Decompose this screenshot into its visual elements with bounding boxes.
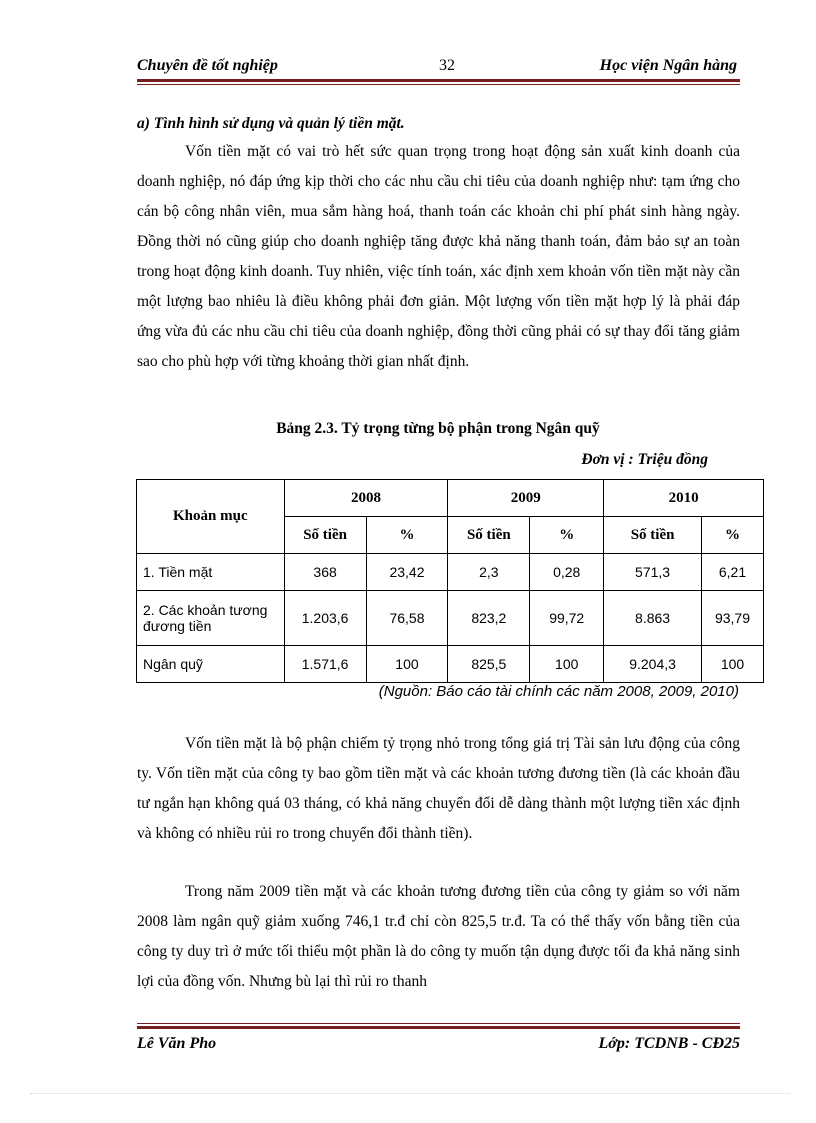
paragraph-1: Vốn tiền mặt có vai trò hết sức quan trọng trong hoạt động sản xuất kinh doanh của doanh nghiệp, nó đáp ứng kịp thời cho các nhu cầu chi tiêu của doanh nghiệp như: tạm ứng cho cán bộ công nhân viên, mua sắm hàng hoá, thanh toán các khoản chi phí phát sinh hàng ngày. Đồng thời nó cũng giúp cho doanh nghiệp tăng được khả năng thanh toán, đảm bảo sự an toàn trong hoạt động kinh doanh. Tuy nhiên, việc tính toán, xác định xem khoản vốn tiền mặt này cần một lượng bao nhiêu là điều không phải đơn giản. Một lượng vốn tiền mặt hợp lý là phải đáp ứng vừa đủ các nhu cầu chi tiêu của doanh nghiệp, đồng thời cũng phải có sự thay đổi tăng giảm sao cho phù hợp với từng khoảng thời gian nhất định. (137, 143, 740, 370)
header-left-title: Chuyên đề tốt nghiệp (137, 57, 278, 74)
page-number: 32 (439, 57, 455, 74)
paragraph-3: Trong năm 2009 tiền mặt và các khoản tương đương tiền của công ty giảm so với năm 2008 làm ngân quỹ giảm xuống 746,1 tr.đ chỉ còn 825,5 tr.đ. Ta có thể thấy vốn bằng tiền của công ty duy trì ở mức tối thiểu một phần là do công ty muốn tận dụng được tối đa khả năng sinh lợi của đồng vốn. Nhưng bù lại thì rủi ro thanh (137, 883, 740, 990)
cell-value: 100 (702, 646, 764, 683)
footer-class: Lớp: TCDNB - CĐ25 (598, 1035, 740, 1052)
amount-header: Số tiền (448, 517, 530, 554)
year-header: 2010 (604, 480, 764, 517)
cell-value: 23,42 (366, 554, 448, 591)
cell-value: 100 (530, 646, 604, 683)
table-row (137, 646, 764, 683)
footer-rule-thick (137, 1026, 740, 1029)
cell-value: 93,79 (702, 591, 764, 646)
row-label: 2. Các khoản tương đương tiền (137, 591, 285, 646)
header-rule-thin (137, 84, 740, 85)
cell-value: 571,3 (604, 554, 702, 591)
amount-header: Số tiền (604, 517, 702, 554)
cell-value: 2,3 (448, 554, 530, 591)
section-title: a) Tình hình sử dụng và quản lý tiền mặt. (137, 115, 405, 132)
cell-value: 6,21 (702, 554, 764, 591)
table-title: Bảng 2.3. Tỷ trọng từng bộ phận trong Ngân quỹ (276, 420, 600, 437)
percent-header: % (702, 517, 764, 554)
amount-header: Số tiền (284, 517, 366, 554)
table-header-row (137, 480, 764, 517)
paragraph-2: Vốn tiền mặt là bộ phận chiếm tỷ trọng nhỏ trong tổng giá trị Tài sản lưu động của công ty. Vốn tiền mặt của công ty bao gồm tiền mặt và các khoản tương đương tiền (là các khoản đầu tư ngắn hạn không quá 03 tháng, có khả năng chuyển đổi dễ dàng thành một lượng tiền xác định và không có nhiều rủi ro trong chuyển đổi thành tiền). (137, 735, 740, 842)
cell-value: 823,2 (448, 591, 530, 646)
percent-header: % (366, 517, 448, 554)
header-rule-thick (137, 79, 740, 82)
page-header (137, 57, 737, 79)
cell-value: 1.203,6 (284, 591, 366, 646)
header-right-title: Học viện Ngân hàng (599, 57, 737, 74)
footer-rule-thin (137, 1023, 740, 1024)
cell-value: 99,72 (530, 591, 604, 646)
row-label: 1. Tiền mặt (137, 554, 285, 591)
row-label: Ngân quỹ (137, 646, 285, 683)
cell-value: 1.571,6 (284, 646, 366, 683)
year-header: 2008 (284, 480, 448, 517)
table-source: (Nguồn: Báo cáo tài chính các năm 2008, 2009, 2010) (378, 683, 739, 700)
page-edge-divider (30, 1093, 790, 1094)
cell-value: 368 (284, 554, 366, 591)
cell-value: 825,5 (448, 646, 530, 683)
table-unit: Đơn vị : Triệu đồng (581, 451, 708, 468)
cell-value: 8.863 (604, 591, 702, 646)
column-header-item: Khoản mục (137, 480, 285, 554)
percent-header: % (530, 517, 604, 554)
cell-value: 9.204,3 (604, 646, 702, 683)
table-row (137, 591, 764, 646)
cell-value: 76,58 (366, 591, 448, 646)
data-table (136, 479, 764, 683)
footer-author: Lê Văn Pho (137, 1035, 217, 1052)
cell-value: 100 (366, 646, 448, 683)
year-header: 2009 (448, 480, 604, 517)
cell-value: 0,28 (530, 554, 604, 591)
table-row (137, 554, 764, 591)
